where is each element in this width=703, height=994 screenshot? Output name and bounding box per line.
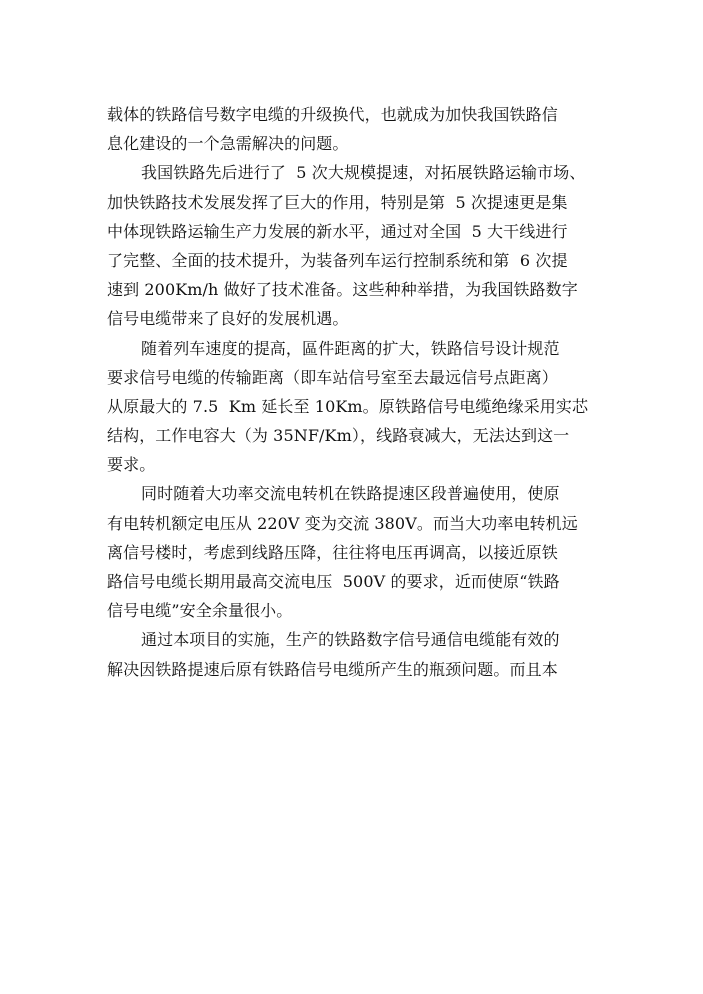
paragraph-5 xyxy=(107,625,597,683)
paragraph-1 xyxy=(107,100,597,158)
text-line: 离信号楼时，考虑到线路压降，往往将电压再调高，以接近原铁 xyxy=(107,542,558,562)
text-line: 信号电缆带来了良好的发展机遇。 xyxy=(107,309,349,329)
text-line: 随着列车速度的提高，區件距离的扩大，铁路信号设计规范 xyxy=(141,338,560,358)
text-line: 了完整、全面的技术提升，为装备列车运行控制系统和第 6 次提 xyxy=(107,250,568,270)
paragraph-3 xyxy=(107,334,597,480)
text-line: 息化建设的一个急需解决的问题。 xyxy=(107,134,349,154)
text-line: 通过本项目的实施，生产的铁路数字信号通信电缆能有效的 xyxy=(141,630,560,650)
text-line: 要求信号电缆的传输距离（即车站信号室至去最远信号点距离） xyxy=(107,367,558,387)
paragraph-2 xyxy=(107,158,597,333)
text-line: 要求。 xyxy=(107,455,156,475)
text-line: 加快铁路技术发展发挥了巨大的作用，特别是第 5 次提速更是集 xyxy=(107,192,568,212)
text-line: 速到 200Km/h 做好了技术准备。这些种种举措，为我国铁路数字 xyxy=(107,280,578,300)
text-line: 信号电缆”安全余量很小。 xyxy=(107,601,293,621)
text-line: 我国铁路先后进行了 5 次大规模提速，对拓展铁路运输市场、 xyxy=(141,163,586,183)
text-line: 结构，工作电容大（为 35NF/Km），线路衰减大，无法达到这一 xyxy=(107,426,570,446)
text-line: 从原最大的 7.5 Km 延长至 10Km。原铁路信号电缆绝缘采用实芯 xyxy=(107,396,589,416)
paragraph-4 xyxy=(107,479,597,625)
text-line: 中体现铁路运输生产力发展的新水平，通过对全国 5 大干线进行 xyxy=(107,221,568,241)
text-line: 同时随着大功率交流电转机在铁路提速区段普遍使用，使原 xyxy=(141,484,560,504)
text-line: 路信号电缆长期用最高交流电压 500V 的要求，近而使原“铁路 xyxy=(107,572,560,591)
text-line: 载体的铁路信号数字电缆的升级换代，也就成为加快我国铁路信 xyxy=(107,105,558,124)
text-line: 有电转机额定电压从 220V 变为交流 380V。而当大功率电转机远 xyxy=(107,513,578,533)
document-body xyxy=(107,100,597,684)
text-line: 解决因铁路提速后原有铁路信号电缆所产生的瓶颈问题。而且本 xyxy=(107,659,558,679)
